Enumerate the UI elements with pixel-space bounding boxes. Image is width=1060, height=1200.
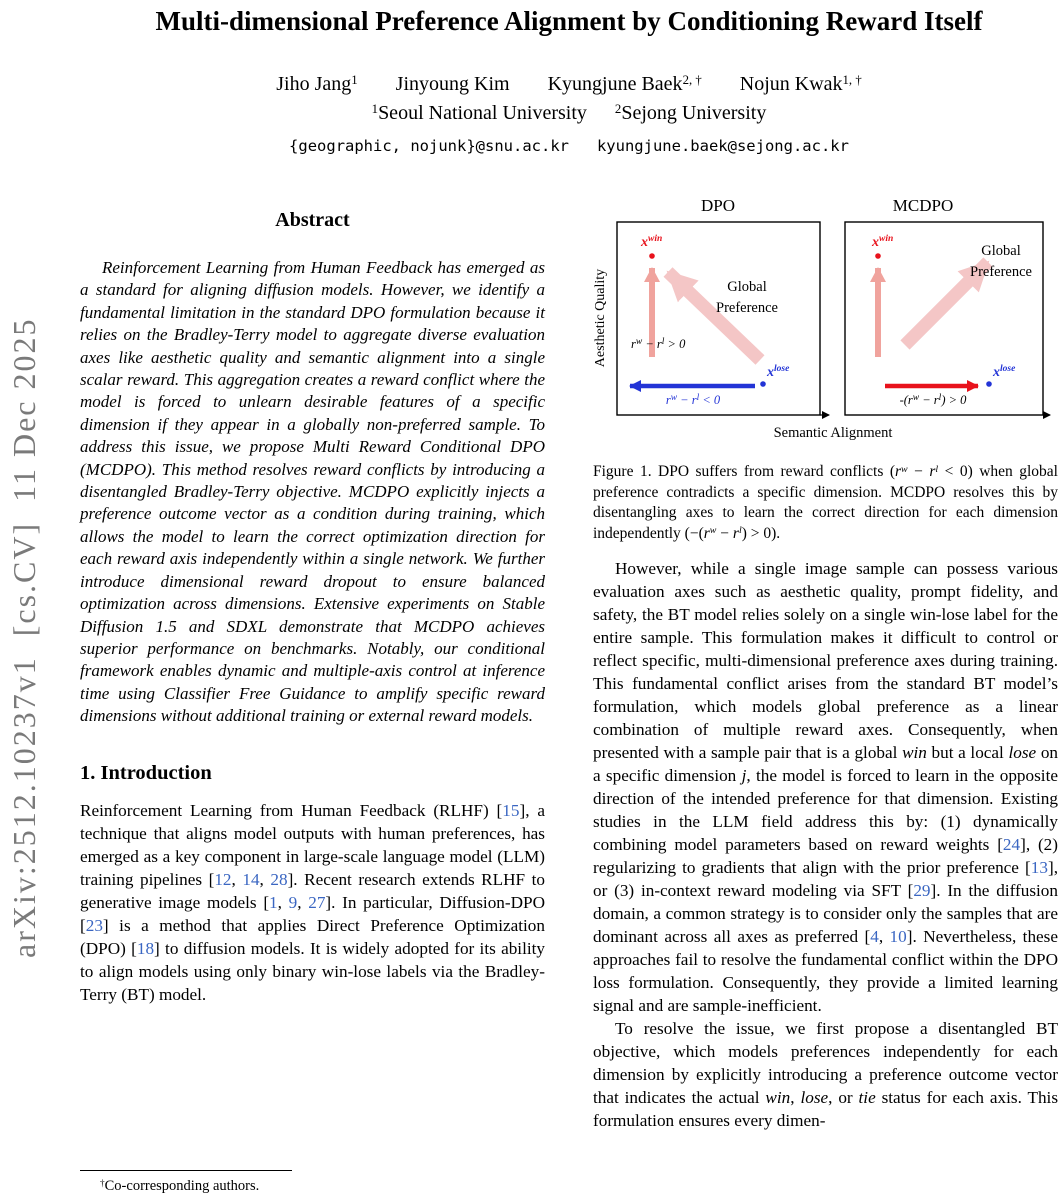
dpo-xlose-label: $x^{lose}$ — [767, 364, 790, 380]
footnote-text: †Co-corresponding authors. — [100, 1178, 260, 1194]
mcdpo-xwin-label: $x^{win}$ — [872, 234, 894, 250]
math-var: r — [703, 524, 710, 542]
figure-1-svg — [593, 195, 1058, 441]
mcdpo-global-label-line2: Preference — [970, 264, 1032, 280]
author-affil-marker: 1, † — [842, 73, 862, 88]
math-superscript: l — [738, 525, 742, 537]
author-name: Kyungjune Baek — [547, 73, 683, 95]
dpo-xwin-point — [649, 253, 655, 259]
math-var: r — [894, 463, 902, 480]
body-paragraph-1: However, while a single image sample can possess various evaluation axes such as aesthetic quality, prompt fidelity, and safety, the BT model relies solely on a single win-lose label for the entire sample. This formulation makes it difficult to control or reflect specific, multi-dimensional preference axes during training. This fundamental conflict arises from the standard BT model’s formulation, which models global preference as a linear combination of multiple reward axes. Consequently, when presented with a sample pair that is a global win but a local lose on a specific dimension j, the model is forced to learn in the opposite direction of the intended preference for that dimension. Existing studies in the LLM field address this by: (1) dynamically combining model parameters based on reward weights [24], (2) regularizing to gradients that align with the prior preference [13], or (3) in-context reward modeling via SFT [29]. In the diffusion domain, a common strategy is to consider only the samples that are dominant across all axes as preferred [4, 10]. Nevertheless, these approaches fail to resolve the fundamental conflict within the DPO loss formulation. Consequently, they provide a limited learning signal and are sample-inefficient. — [593, 559, 1059, 1015]
affil-name: Sejong University — [621, 102, 767, 124]
author-2 — [396, 73, 510, 96]
affiliation-2 — [615, 102, 766, 125]
author-4 — [740, 73, 862, 96]
math-superscript: w — [901, 463, 908, 475]
dpo-panel-title: DPO — [700, 196, 736, 215]
figure-1 — [593, 195, 1058, 446]
y-axis-label: Aesthetic Quality — [593, 268, 608, 368]
citation-link[interactable]: 10 — [889, 927, 907, 946]
italic-text: lose — [800, 1088, 829, 1107]
affiliation-1 — [372, 102, 587, 125]
math-var: r — [732, 524, 739, 542]
citation-link[interactable]: 29 — [913, 881, 931, 900]
author-name: Nojun Kwak — [739, 73, 843, 95]
author-name: Jinyoung Kim — [395, 73, 510, 95]
citation-link[interactable]: 1 — [269, 892, 278, 912]
citation-link[interactable]: 15 — [502, 800, 520, 820]
dpo-xwin-label: $x^{win}$ — [641, 234, 663, 250]
paper-content — [80, 0, 1058, 1132]
math-var: j — [741, 766, 747, 785]
dpo-xlose-point — [760, 381, 766, 387]
citation-link[interactable]: 12 — [214, 869, 232, 889]
abstract-heading: Abstract — [275, 209, 350, 231]
abstract-text: Reinforcement Learning from Human Feedback has emerged as a standard for aligning diffusion models. However, we identify a fundamental limitation in the standard DPO formulation because it relies on the Bradley-Terry model to aggregate diverse evaluation axes like aesthetic quality and semantic alignment into a single scalar reward. This aggregation creates a reward conflict where the model is forced to unlearn desirable features of a specific dimension if they appear in a globally non-preferred sample. To address this issue, we propose Multi Reward Conditional DPO (MCDPO). This method resolves reward conflicts by introducing a disentangled Bradley-Terry objective. MCDPO explicitly injects a preference outcome vector as a condition during training, which allows the model to learn the correct optimization direction for each reward axis independently within a single network. We further introduce dimensional reward dropout to ensure balanced optimization across dimensions. Extensive experiments on Stable Diffusion 1.5 and SDXL demonstrate that MCDPO achieves superior performance on benchmarks. Notably, our conditional framework enables dynamic and multiple-axis control at inference time using Classifier Free Guidance to amplify specific reward dimensions without additional training or external reward models. — [80, 258, 545, 726]
italic-text: tie — [858, 1088, 876, 1107]
figure-1-caption: Figure 1. DPO suffers from reward conflicts $(r^w - r^l < 0)$ when global preference contradicts a specific dimension. MCDPO resolves this by disentangling axes to learn the correct direction for each dimension independently $(-(r^w - r^l) > 0)$. — [593, 463, 1058, 542]
body-paragraph-2: To resolve the issue, we first propose a disentangled BT objective, which models preferences independently for each dimension by explicitly introducing a preference outcome vector that indicates the actual win, lose, or tie status for each axis. This formulation ensures every dimen- — [593, 1019, 1059, 1130]
author-line — [80, 73, 1058, 96]
x-axis-label: Semantic Alignment — [773, 425, 893, 441]
footnote — [80, 1170, 545, 1195]
author-affil-marker: 1 — [351, 73, 358, 88]
mcdpo-reward-corrected-label: $-(r^w - r^l) > 0$ — [899, 393, 967, 407]
author-name: Jiho Jang — [276, 73, 352, 95]
mcdpo-panel-title: MCDPO — [892, 196, 954, 215]
dpo-reward-positive-label: $r^w - r^l > 0$ — [631, 337, 686, 351]
affiliation-line — [80, 102, 1058, 125]
dpo-reward-negative-label: $r^w - r^l < 0$ — [665, 393, 721, 407]
author-3 — [548, 73, 702, 96]
email-line: {geographic, nojunk}@snu.ac.kr kyungjune.baek@sejong.ac.kr — [289, 137, 849, 155]
citation-link[interactable]: 18 — [136, 938, 155, 958]
arxiv-watermark: arXiv:2512.10237v1 [cs.CV] 11 Dec 2025 — [6, 317, 42, 958]
section-heading-introduction: 1. Introduction — [80, 761, 212, 784]
mcdpo-global-label-line1: Global — [981, 243, 1021, 259]
left-column — [80, 195, 545, 1132]
dpo-global-label-line2: Preference — [716, 300, 778, 316]
footnote-rule — [80, 1170, 292, 1171]
italic-text: win — [765, 1088, 791, 1107]
mcdpo-xlose-label: $x^{lose}$ — [993, 364, 1016, 380]
affil-marker: 1 — [371, 102, 379, 117]
author-affil-marker: 2, † — [682, 73, 702, 88]
affil-name: Seoul National University — [378, 102, 587, 124]
citation-link[interactable]: 13 — [1030, 858, 1048, 877]
citation-link[interactable]: 28 — [270, 869, 288, 889]
italic-text: win — [902, 743, 927, 762]
italic-text: lose — [1008, 743, 1037, 762]
right-column — [593, 195, 1058, 1132]
citation-link[interactable]: 27 — [308, 892, 326, 912]
author-1 — [276, 73, 357, 96]
math-superscript: w — [709, 525, 717, 537]
math-var: r — [929, 463, 936, 480]
citation-link[interactable]: 14 — [242, 869, 260, 889]
citation-link[interactable]: 23 — [85, 915, 103, 935]
citation-link[interactable]: 9 — [288, 892, 298, 912]
affil-marker: 2 — [614, 102, 622, 117]
footnote-marker: † — [100, 1178, 105, 1189]
two-column-body — [80, 195, 1058, 1132]
intro-paragraph: Reinforcement Learning from Human Feedback (RLHF) [15], a technique that aligns model outputs with human preferences, has emerged as a key component in large-scale language model (LLM) training pipelines [12, 14, 28]. Recent research extends RLHF to generative image models [1, 9, 27]. In particular, Diffusion-DPO [23] is a method that applies Direct Preference Optimization (DPO) [18] to diffusion models. It is widely adopted for its ability to align models using only binary win-lose labels via the Bradley-Terry (BT) model. — [80, 800, 546, 1004]
math-superscript: l — [935, 463, 939, 475]
mcdpo-xwin-point — [875, 253, 881, 259]
citation-link[interactable]: 4 — [870, 927, 879, 946]
paper-title: Multi-dimensional Preference Alignment by Conditioning Reward Itself — [155, 6, 983, 36]
dpo-global-label-line1: Global — [727, 279, 767, 295]
citation-link[interactable]: 24 — [1002, 835, 1021, 854]
mcdpo-xlose-point — [986, 381, 992, 387]
